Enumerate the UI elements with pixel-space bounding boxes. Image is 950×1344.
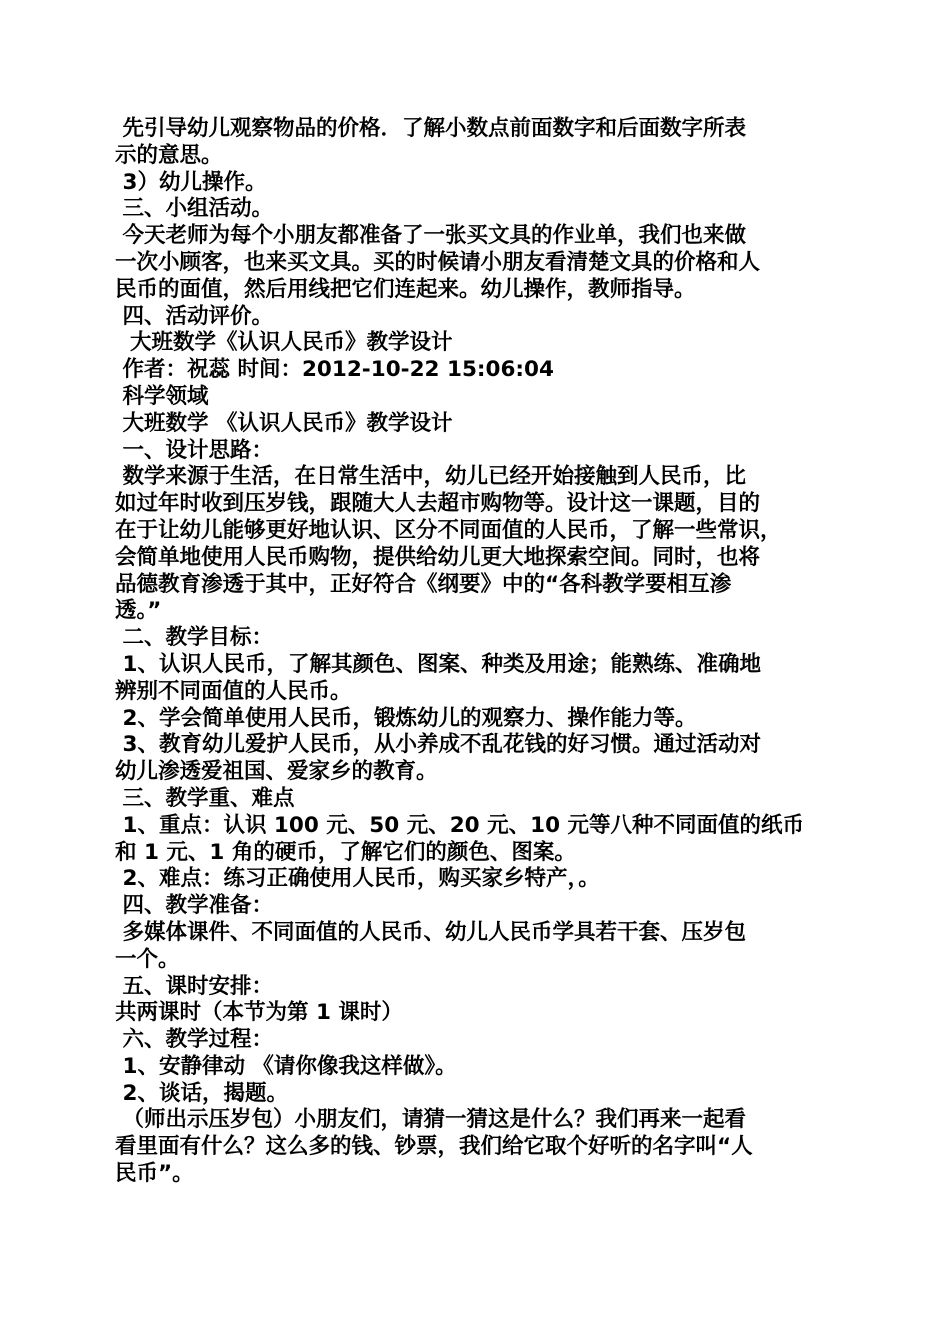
text-line: 1、认识人民币，了解其颜色、图案、种类及用途；能熟练、准确地 xyxy=(115,651,761,677)
text-line: 多媒体课件、不同面值的人民币、幼儿人民币学具若干套、压岁包 xyxy=(115,919,746,945)
text-line: 先引导幼儿观察物品的价格．了解小数点前面数字和后面数字所表 xyxy=(115,116,746,141)
text-line: 2、学会简单使用人民币，锻炼幼儿的观察力、操作能力等。 xyxy=(115,705,697,731)
text-line: 品德教育渗透于其中，正好符合《纲要》中的“各科教学要相互渗 xyxy=(115,571,732,597)
text-line: 如过年时收到压岁钱，跟随大人去超市购物等。设计这一课题，目的 xyxy=(115,491,761,517)
text-line: 1、重点：认识 100 元、50 元、20 元、10 元等八种不同面值的纸币 xyxy=(115,812,805,838)
text-line: 在于让幼儿能够更好地认识、区分不同面值的人民币，了解一些常识， xyxy=(115,517,782,543)
text-line: 2、谈话，揭题。 xyxy=(115,1080,288,1106)
text-line: 四、教学准备： xyxy=(115,893,273,919)
text-line: 六、教学过程： xyxy=(115,1027,273,1053)
text-line: 作者：祝蕊 时间：2012-10-22 15:06:04 xyxy=(115,357,554,383)
text-line: 科学领域 xyxy=(115,383,209,409)
text-line: 一、设计思路： xyxy=(115,437,273,463)
text-line: 和 1 元、1 角的硬币，了解它们的颜色、图案。 xyxy=(115,839,576,865)
text-line: 民币的面值，然后用线把它们连起来。幼儿操作，教师指导。 xyxy=(115,276,696,302)
text-line: 大班数学 《认识人民币》教学设计 xyxy=(115,410,453,436)
text-line: 3）幼儿操作。 xyxy=(115,169,267,195)
text-line: 一次小顾客，也来买文具。买的时候请小朋友看清楚文具的价格和人 xyxy=(115,249,761,275)
text-line: 四、活动评价。 xyxy=(115,303,273,329)
text-line: 2、难点：练习正确使用人民币，购买家乡特产，。 xyxy=(115,866,600,892)
text-line: 透。” xyxy=(115,598,162,624)
text-line: 三、小组活动。 xyxy=(115,196,273,222)
document-body xyxy=(115,116,835,1188)
text-line: 三、教学重、难点 xyxy=(115,785,295,811)
text-line: 二、教学目标： xyxy=(115,625,273,651)
text-line: 会简单地使用人民币购物，提供给幼儿更大地探索空间。同时，也将 xyxy=(115,544,761,570)
text-line: 辨别不同面值的人民币。 xyxy=(115,678,352,704)
text-line: 1、安静律动 《请你像我这样做》。 xyxy=(115,1053,457,1079)
text-line: 示的意思。 xyxy=(115,142,223,168)
text-line: 3、教育幼儿爱护人民币，从小养成不乱花钱的好习惯。通过活动对 xyxy=(115,732,761,758)
text-line: 一个。 xyxy=(115,946,180,972)
text-line: 共两课时（本节为第 1 课时） xyxy=(115,1000,403,1026)
text-line: 幼儿渗透爱祖国、爱家乡的教育。 xyxy=(115,759,438,785)
text-line: 大班数学《认识人民币》教学设计 xyxy=(115,330,453,356)
text-line: 数学来源于生活，在日常生活中，幼儿已经开始接触到人民币，比 xyxy=(115,464,746,490)
text-line: 看里面有什么？这么多的钱、钞票，我们给它取个好听的名字叫“人 xyxy=(115,1134,753,1160)
text-line: 今天老师为每个小朋友都准备了一张买文具的作业单，我们也来做 xyxy=(115,223,746,249)
text-line: （师出示压岁包）小朋友们，请猜一猜这是什么？我们再来一起看 xyxy=(115,1107,746,1133)
text-line: 民币”。 xyxy=(115,1161,194,1187)
text-line: 五、课时安排： xyxy=(115,973,273,999)
